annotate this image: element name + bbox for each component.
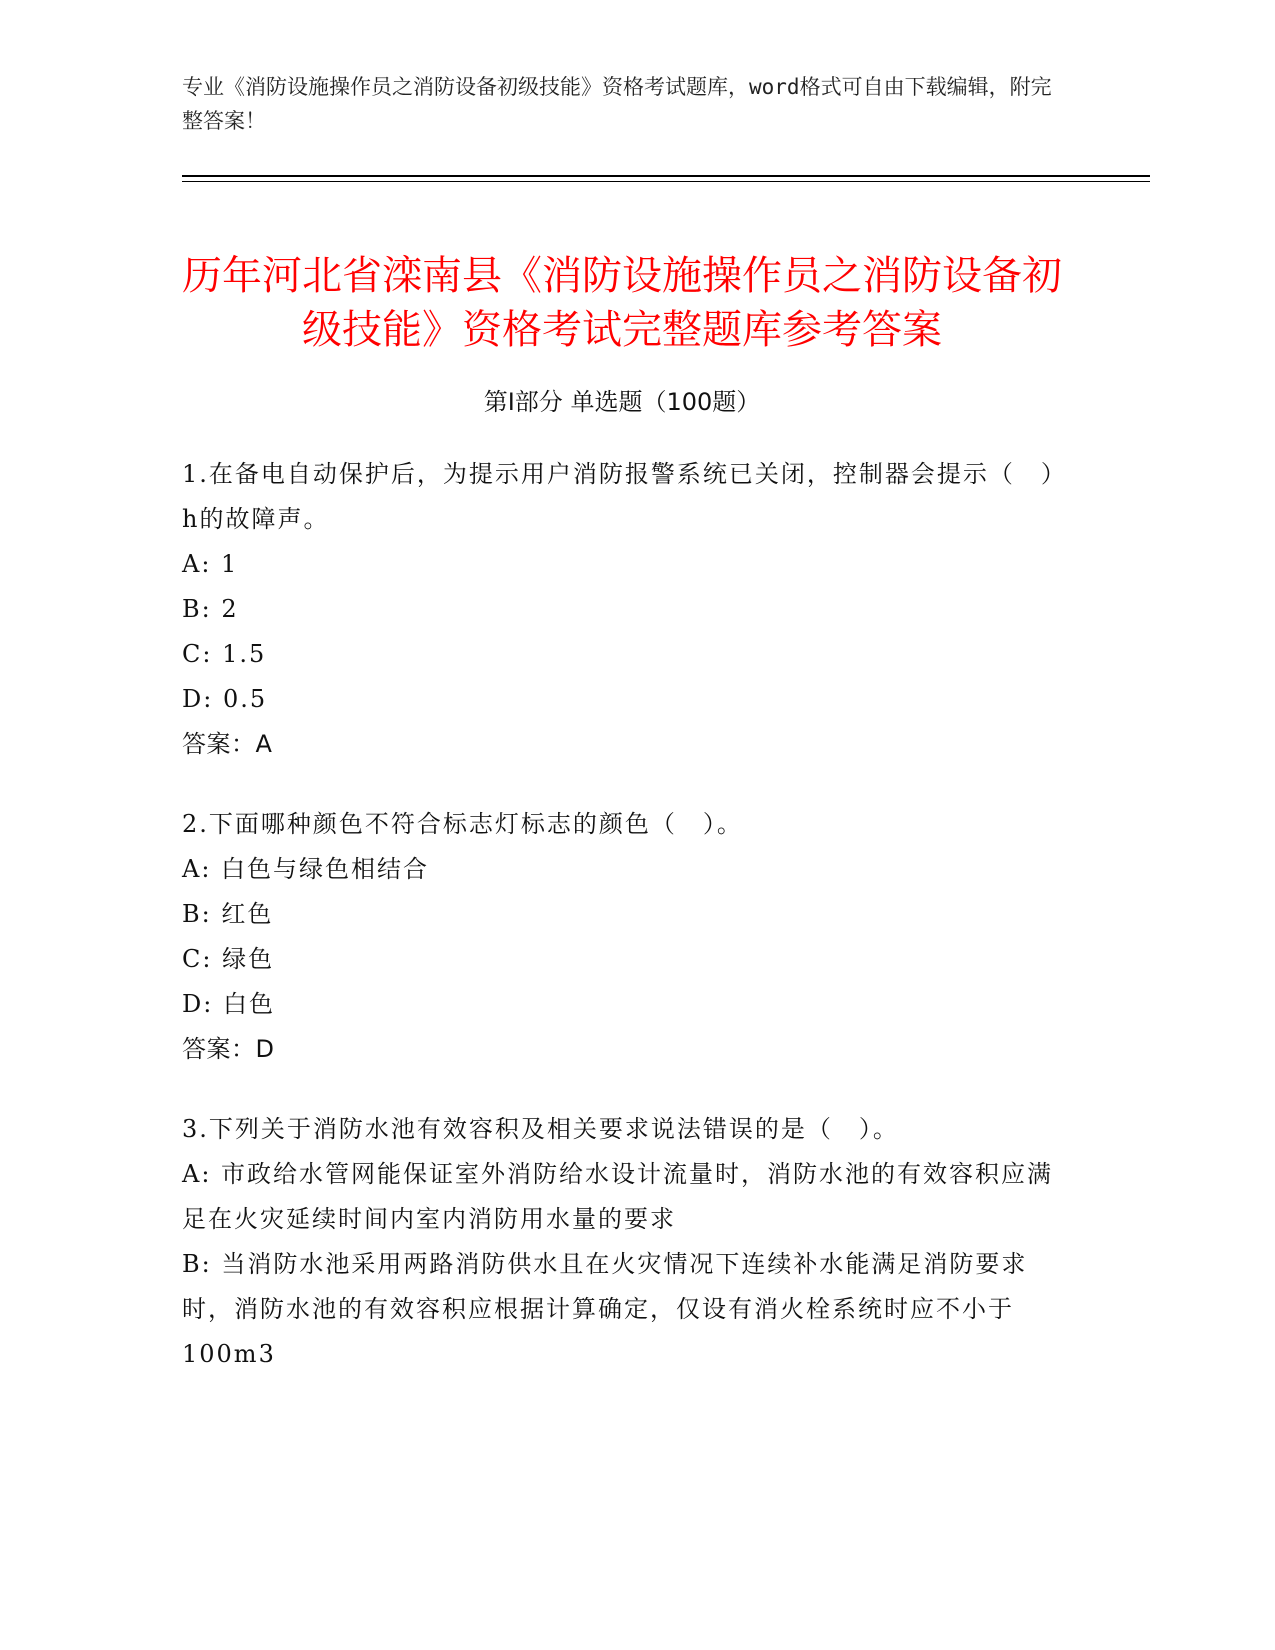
option-a: A: 1 bbox=[182, 550, 239, 578]
section-heading: 第Ⅰ部分 单选题（100题） bbox=[483, 388, 761, 416]
option-c: C: 绿色 bbox=[182, 945, 275, 973]
question-1 bbox=[182, 452, 1062, 767]
question-3 bbox=[182, 1107, 1062, 1377]
option-d: D: 白色 bbox=[182, 990, 275, 1018]
document-title: 历年河北省滦南县《消防设施操作员之消防设备初级技能》资格考试完整题库参考答案 bbox=[182, 252, 1062, 353]
header-note: 专业《消防设施操作员之消防设备初级技能》资格考试题库，word格式可自由下载编辑，附完整答案！ bbox=[182, 75, 1052, 133]
question-stem: 2.下面哪种颜色不符合标志灯标志的颜色（ ）。 bbox=[182, 810, 743, 838]
answer-line: 答案：A bbox=[182, 730, 273, 758]
header-divider-thin bbox=[182, 181, 1150, 182]
option-b: B: 当消防水池采用两路消防供水且在火灾情况下连续补水能满足消防要求时，消防水池的有效容积应根据计算确定，仅设有消火栓系统时应不小于100m3 bbox=[182, 1250, 1028, 1368]
option-c: C: 1.5 bbox=[182, 640, 267, 668]
option-d: D: 0.5 bbox=[182, 685, 268, 713]
answer-line: 答案：D bbox=[182, 1035, 275, 1063]
question-stem: 3.下列关于消防水池有效容积及相关要求说法错误的是（ ）。 bbox=[182, 1115, 899, 1143]
option-b: B: 2 bbox=[182, 595, 239, 623]
question-2 bbox=[182, 802, 1062, 1072]
option-a: A: 白色与绿色相结合 bbox=[182, 855, 430, 883]
option-b: B: 红色 bbox=[182, 900, 274, 928]
question-stem: 1.在备电自动保护后，为提示用户消防报警系统已关闭，控制器会提示（ ）h的故障声。 bbox=[182, 460, 1055, 533]
header-divider-thick bbox=[182, 175, 1150, 177]
option-a: A: 市政给水管网能保证室外消防给水设计流量时，消防水池的有效容积应满足在火灾延续时间内室内消防用水量的要求 bbox=[182, 1160, 1054, 1233]
